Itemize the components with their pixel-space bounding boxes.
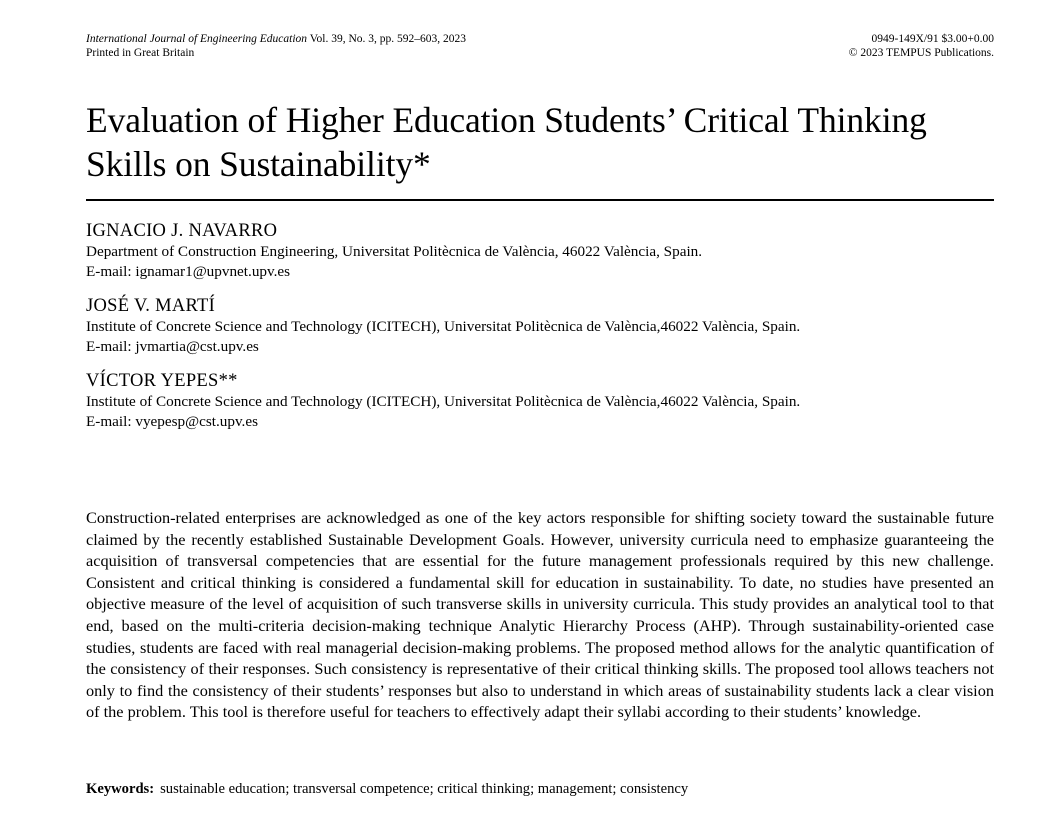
keywords-label: Keywords: — [86, 781, 155, 797]
author-block — [86, 220, 994, 282]
author-email: E-mail: vyepesp@cst.upv.es — [86, 413, 259, 430]
journal-citation — [86, 32, 466, 46]
keywords-line — [86, 779, 994, 799]
author-name: IGNACIO J. NAVARRO — [86, 221, 278, 241]
title-line-2: Skills on Sustainability* — [86, 144, 431, 184]
author-affiliation: Institute of Concrete Science and Technology (ICITECH), Universitat Politècnica de València,46022 València, Spain. — [86, 393, 801, 410]
header-left — [86, 32, 466, 60]
copyright-notice: © 2023 TEMPUS Publications. — [848, 47, 994, 59]
price-code: 0949-149X/91 $3.00+0.00 — [871, 33, 994, 45]
author-affiliation: Department of Construction Engineering, Universitat Politècnica de València, 46022 València, Spain. — [86, 243, 703, 260]
author-name: JOSÉ V. MARTÍ — [86, 296, 216, 316]
journal-name: International Journal of Engineering Education — [86, 33, 308, 45]
title-rule — [86, 199, 994, 201]
author-name: VÍCTOR YEPES** — [86, 371, 238, 391]
paper-title — [86, 98, 994, 186]
header-right — [849, 32, 994, 60]
author-email: E-mail: ignamar1@upvnet.upv.es — [86, 263, 291, 280]
title-line-1: Evaluation of Higher Education Students’ Critical Thinking — [86, 100, 927, 140]
abstract-text: Construction-related enterprises are acknowledged as one of the key actors responsible for shifting society toward the sustainable future claimed by the recently established Sustainable Development Goals. However, university curricula need to emphasize guaranteeing the acquisition of transversal competencies that are essential for the future management professionals required by this new challenge. Consistent and critical thinking is considered a fundamental skill for education in sustainability. To date, no studies have presented an objective measure of the level of acquisition of such transverse skills in university curricula. This study provides an analytical tool to that end, based on the multi-criteria decision-making technique Analytic Hierarchy Process (AHP). Through sustainability-oriented case studies, students are faced with real managerial decision-making problems. The proposed method allows for the analytic quantification of the consistency of their responses. Such consistency is representative of their critical thinking skills. The proposed tool allows teachers not only to find the consistency of their students’ responses but also to understand in which areas of sustainability students lack a clear vision of the problem. This tool is therefore useful for teachers to effectively adapt their syllabi according to their students’ knowledge. — [86, 508, 994, 722]
printed-info: Printed in Great Britain — [86, 47, 195, 59]
author-affiliation: Institute of Concrete Science and Technology (ICITECH), Universitat Politècnica de València,46022 València, Spain. — [86, 318, 801, 335]
author-block — [86, 370, 994, 432]
author-email: E-mail: jvmartia@cst.upv.es — [86, 338, 259, 355]
author-block — [86, 295, 994, 357]
keywords-text: sustainable education; transversal competence; critical thinking; management; consistency — [160, 781, 689, 797]
volume-info: Vol. 39, No. 3, pp. 592–603, 2023 — [307, 33, 467, 45]
